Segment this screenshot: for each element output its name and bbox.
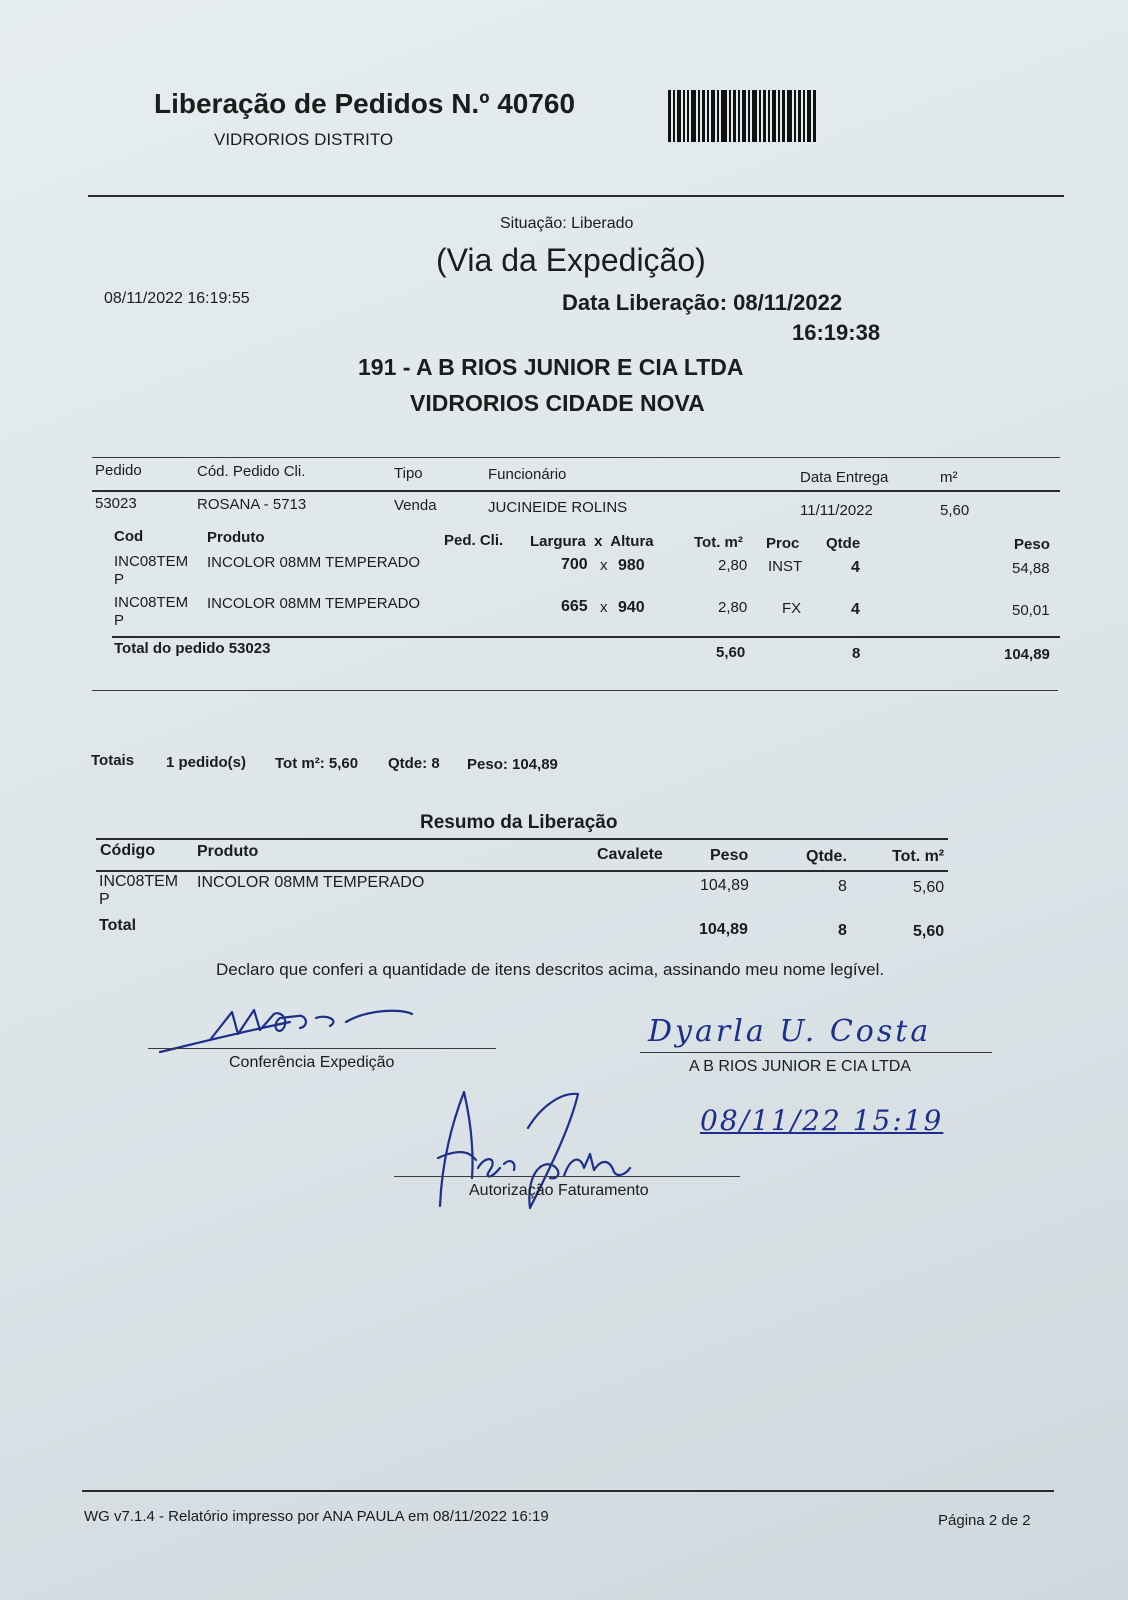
item-tot-m2: 2,80 bbox=[718, 599, 748, 616]
item-cod-line2: P bbox=[114, 612, 125, 629]
resumo-col-cavalete: Cavalete bbox=[597, 846, 663, 863]
item-qtde: 4 bbox=[851, 559, 860, 576]
item-qtde: 4 bbox=[851, 601, 860, 618]
conferencia-sign-line bbox=[148, 1048, 496, 1049]
order-pedido: 53023 bbox=[95, 495, 137, 512]
totais-qtde: Qtde: 8 bbox=[388, 755, 440, 772]
printed-datetime: 08/11/2022 16:19:55 bbox=[104, 290, 250, 307]
col-header-cod-pedido-cli: Cód. Pedido Cli. bbox=[197, 463, 306, 480]
col-header-qtde: Qtde bbox=[826, 535, 861, 552]
client-handwritten-name: Dyarla U. Costa bbox=[648, 1014, 932, 1049]
order-section-bottom-border bbox=[92, 690, 1058, 691]
col-header-peso: Peso bbox=[1014, 536, 1050, 553]
totais-label: Totais bbox=[91, 752, 135, 769]
item-peso: 50,01 bbox=[1012, 602, 1050, 619]
client-sign-line bbox=[640, 1052, 992, 1053]
resumo-col-peso: Peso bbox=[710, 847, 749, 864]
resumo-col-tot-m2: Tot. m² bbox=[892, 848, 945, 865]
item-proc: INST bbox=[768, 558, 803, 575]
item-cod bbox=[114, 553, 188, 589]
item-largura: 665 bbox=[561, 598, 588, 615]
barcode bbox=[668, 90, 838, 142]
col-header-pedido: Pedido bbox=[95, 462, 142, 479]
autorizacao-sign-line bbox=[394, 1176, 740, 1177]
col-header-funcionario: Funcionário bbox=[488, 466, 567, 483]
client-unit: VIDRORIOS CIDADE NOVA bbox=[410, 390, 705, 416]
col-header-ped-cli: Ped. Cli. bbox=[444, 532, 504, 549]
item-produto: INCOLOR 08MM TEMPERADO bbox=[207, 595, 421, 612]
item-tot-m2: 2,80 bbox=[718, 557, 748, 574]
order-total-m2: 5,60 bbox=[716, 644, 746, 661]
item-x: x bbox=[600, 599, 608, 616]
item-cod-line1: INC08TEM bbox=[114, 553, 189, 570]
totais-peso: Peso: 104,89 bbox=[467, 756, 558, 773]
resumo-title: Resumo da Liberação bbox=[420, 812, 618, 833]
resumo-codigo-line1: INC08TEM bbox=[99, 873, 179, 890]
resumo-produto: INCOLOR 08MM TEMPERADO bbox=[197, 874, 425, 891]
item-cod bbox=[114, 594, 188, 630]
item-cod-line2: P bbox=[114, 571, 125, 588]
conferencia-label: Conferência Expedição bbox=[229, 1054, 395, 1071]
resumo-top-border bbox=[96, 838, 948, 840]
item-peso: 54,88 bbox=[1012, 560, 1050, 577]
declaration-text: Declaro que conferi a quantidade de itens descritos acima, assinando meu nome legível. bbox=[216, 960, 885, 979]
totais-m2: Tot m²: 5,60 bbox=[275, 755, 359, 772]
items-total-border bbox=[112, 636, 1060, 638]
footer-divider bbox=[82, 1490, 1054, 1492]
document-title: Liberação de Pedidos N.º 40760 bbox=[154, 88, 576, 119]
col-header-m2: m² bbox=[940, 469, 958, 486]
order-data-entrega: 11/11/2022 bbox=[800, 502, 873, 519]
col-header-cod: Cod bbox=[114, 528, 144, 545]
resumo-total-tot-m2: 5,60 bbox=[913, 923, 945, 940]
col-header-data-entrega: Data Entrega bbox=[800, 469, 889, 486]
footer-page-number: Página 2 de 2 bbox=[938, 1512, 1031, 1529]
order-total-qtde: 8 bbox=[852, 645, 861, 662]
item-proc: FX bbox=[782, 600, 802, 617]
conferencia-signature bbox=[150, 1000, 480, 1060]
data-liberacao: Data Liberação: 08/11/2022 bbox=[562, 290, 843, 315]
order-tipo: Venda bbox=[394, 497, 437, 514]
resumo-tot-m2: 5,60 bbox=[913, 879, 945, 896]
client-label: A B RIOS JUNIOR E CIA LTDA bbox=[689, 1058, 911, 1075]
via-label: (Via da Expedição) bbox=[436, 242, 706, 278]
resumo-codigo bbox=[99, 873, 178, 909]
item-altura: 980 bbox=[618, 557, 645, 574]
order-funcionario: JUCINEIDE ROLINS bbox=[488, 499, 628, 516]
col-header-largura-altura: Largura x Altura bbox=[530, 533, 654, 550]
col-header-produto: Produto bbox=[207, 529, 265, 546]
resumo-qtde: 8 bbox=[838, 878, 847, 895]
col-header-tot-m2: Tot. m² bbox=[694, 534, 743, 551]
resumo-col-codigo: Código bbox=[100, 842, 156, 859]
client-handwritten-date: 08/11/22 15:19 bbox=[700, 1104, 944, 1137]
item-largura: 700 bbox=[561, 556, 588, 573]
col-header-tipo: Tipo bbox=[394, 465, 423, 482]
resumo-total-peso: 104,89 bbox=[699, 921, 748, 938]
order-total-label: Total do pedido 53023 bbox=[114, 640, 271, 657]
item-altura: 940 bbox=[618, 599, 645, 616]
resumo-header-border bbox=[96, 870, 948, 872]
company-name: VIDRORIOS DISTRITO bbox=[214, 130, 394, 149]
resumo-col-qtde: Qtde. bbox=[806, 848, 847, 865]
order-table-top-border bbox=[92, 457, 1060, 458]
order-m2: 5,60 bbox=[940, 502, 970, 519]
resumo-col-produto: Produto bbox=[197, 843, 259, 860]
item-cod-line1: INC08TEM bbox=[114, 594, 189, 611]
resumo-codigo-line2: P bbox=[99, 891, 110, 908]
data-liberacao-time: 16:19:38 bbox=[792, 320, 881, 345]
client-name: 191 - A B RIOS JUNIOR E CIA LTDA bbox=[358, 354, 744, 380]
col-header-proc: Proc bbox=[766, 535, 800, 552]
order-table-header-border bbox=[92, 490, 1060, 492]
resumo-peso: 104,89 bbox=[700, 877, 749, 894]
resumo-total-qtde: 8 bbox=[838, 922, 847, 939]
totais-pedidos: 1 pedido(s) bbox=[166, 754, 247, 771]
footer-printed-by: WG v7.1.4 - Relatório impresso por ANA PAULA em 08/11/2022 16:19 bbox=[84, 1508, 549, 1525]
autorizacao-label: Autorização Faturamento bbox=[469, 1182, 649, 1199]
header-divider bbox=[88, 195, 1064, 197]
resumo-total-label: Total bbox=[99, 917, 137, 934]
order-total-peso: 104,89 bbox=[1004, 646, 1050, 663]
item-produto: INCOLOR 08MM TEMPERADO bbox=[207, 554, 421, 571]
item-x: x bbox=[600, 557, 608, 574]
situacao-status: Situação: Liberado bbox=[500, 215, 634, 232]
order-cod-pedido-cli: ROSANA - 5713 bbox=[197, 496, 307, 513]
